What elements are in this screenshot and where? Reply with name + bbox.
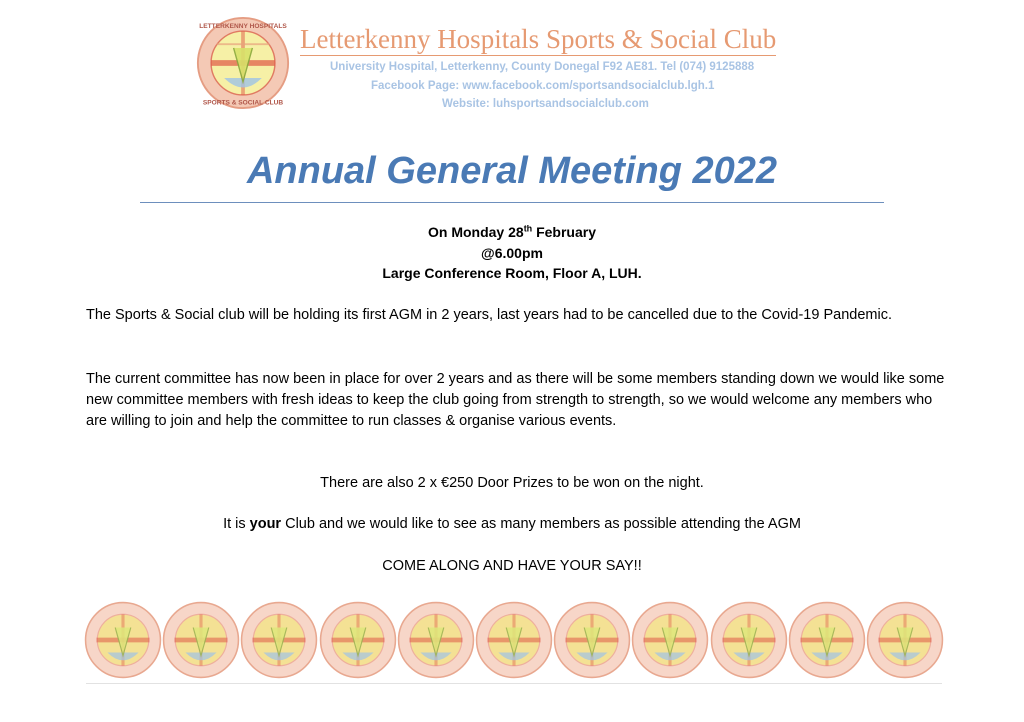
crest-logo — [319, 601, 397, 679]
svg-text:LETTERKENNY HOSPITALS: LETTERKENNY HOSPITALS — [199, 23, 287, 31]
footer-divider — [86, 683, 942, 684]
your-club-before: It is — [223, 516, 250, 532]
meeting-venue: Large Conference Room, Floor A, LUH. — [382, 265, 642, 281]
club-crest-icon — [710, 601, 788, 679]
meeting-time: @6.00pm — [481, 245, 543, 261]
meeting-date — [0, 222, 1024, 242]
facebook-link[interactable]: Facebook Page: www.facebook.com/sportsandsocialclub.lgh.1 — [371, 80, 715, 92]
svg-text:SPORTS & SOCIAL CLUB: SPORTS & SOCIAL CLUB — [202, 99, 284, 107]
website-link[interactable]: Website: luhsportsandsocialclub.com — [442, 98, 649, 110]
crest-logo — [866, 601, 944, 679]
club-crest-icon — [196, 16, 290, 110]
call-to-action: COME ALONG AND HAVE YOUR SAY!! — [382, 558, 642, 574]
crest-logo — [84, 601, 162, 679]
your-club-emphasis: your — [249, 516, 282, 532]
club-crest-icon — [84, 601, 162, 679]
crest-logo — [788, 601, 866, 679]
club-crest-icon — [162, 601, 240, 679]
page-title: Annual General Meeting 2022 — [246, 150, 778, 192]
crest-logo — [710, 601, 788, 679]
club-address: University Hospital, Letterkenny, County Donegal F92 AE81. Tel (074) 9125888 — [330, 61, 755, 73]
your-club-after: Club and we would like to see as many members as possible attending the AGM — [281, 516, 801, 532]
door-prizes-line: There are also 2 x €250 Door Prizes to be won on the night. — [320, 475, 704, 491]
committee-paragraph: The current committee has now been in place for over 2 years and as there will be some members standing down we would like some new committee members with fresh ideas to keep the club going from strength to strength, so we would welcome any members who are willing to join and help the committee to run classes & organise various events. — [86, 371, 945, 429]
crest-logo — [553, 601, 631, 679]
crest-logo — [475, 601, 553, 679]
date-prefix: On Monday 28 — [428, 224, 524, 240]
crest-logo — [162, 601, 240, 679]
crest-logo — [397, 601, 475, 679]
date-ordinal: th — [523, 223, 533, 234]
club-crest-icon — [788, 601, 866, 679]
crest-logo — [631, 601, 709, 679]
club-crest-icon — [866, 601, 944, 679]
title-divider — [140, 202, 884, 203]
date-month: February — [532, 224, 596, 240]
club-crest-icon — [475, 601, 553, 679]
crest-logo-row — [84, 601, 944, 681]
club-name: Letterkenny Hospitals Sports & Social Club — [300, 24, 777, 54]
club-crest-icon — [240, 601, 318, 679]
club-crest-icon — [553, 601, 631, 679]
club-crest-icon — [319, 601, 397, 679]
crest-logo — [240, 601, 318, 679]
club-crest-logo — [196, 16, 290, 110]
intro-paragraph: The Sports & Social club will be holding its first AGM in 2 years, last years had to be cancelled due to the Covid-19 Pandemic. — [86, 307, 892, 323]
club-crest-icon — [397, 601, 475, 679]
your-club-line — [0, 514, 1024, 535]
club-crest-icon — [631, 601, 709, 679]
